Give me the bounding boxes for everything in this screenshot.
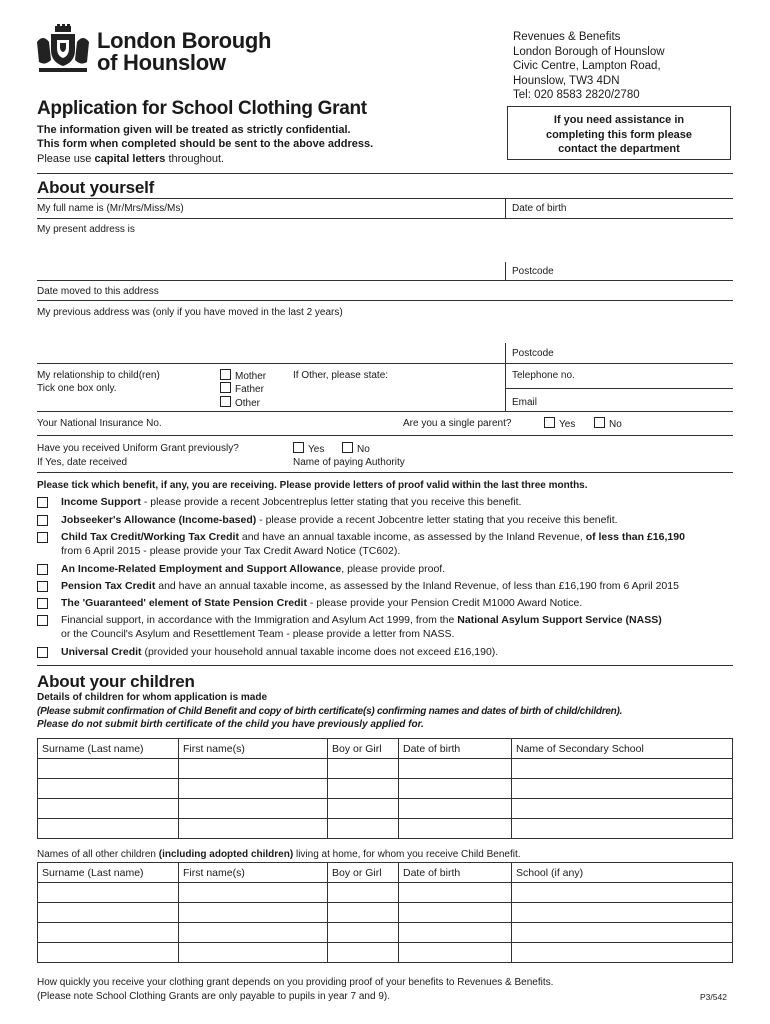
- org-name-line2: of Hounslow: [97, 50, 226, 75]
- yes-label: Yes: [308, 444, 325, 455]
- checkbox[interactable]: [37, 581, 48, 592]
- coat-of-arms-logo: [35, 24, 91, 74]
- table-row[interactable]: [38, 923, 733, 943]
- divider: [505, 198, 506, 218]
- postcode-field[interactable]: Postcode: [512, 348, 554, 359]
- other-children-post: living at home, for whom you receive Child Benefit.: [293, 849, 521, 860]
- uniform-grant-yes[interactable]: [293, 442, 324, 456]
- address-line: Tel: 020 8583 2820/2780: [513, 89, 640, 102]
- children-warning: Please do not submit birth certificate of the child you have previously applied for.: [37, 719, 424, 730]
- postcode-field[interactable]: Postcode: [512, 266, 554, 277]
- benefit-name: An Income-Related Employment and Support Allowance: [61, 563, 342, 575]
- divider: [37, 665, 733, 666]
- checkbox[interactable]: [37, 497, 48, 508]
- checkbox[interactable]: [220, 382, 231, 393]
- intro-capitals-bold: capital letters: [94, 153, 166, 165]
- column-header: Surname (Last name): [38, 739, 179, 759]
- checkbox[interactable]: [37, 515, 48, 526]
- other-children-pre: Names of all other children: [37, 849, 159, 860]
- table-row[interactable]: [38, 799, 733, 819]
- divider: [505, 363, 506, 411]
- benefit-pension-credit[interactable]: [37, 596, 737, 610]
- checkbox[interactable]: [293, 442, 304, 453]
- children-table: [37, 738, 733, 839]
- table-row[interactable]: [38, 883, 733, 903]
- checkbox[interactable]: [37, 564, 48, 575]
- column-header: School (if any): [512, 863, 733, 883]
- benefit-note: Financial support, in accordance with the Immigration and Asylum Act 1999, from the: [61, 614, 458, 626]
- assistance-line: contact the department: [558, 143, 680, 155]
- divider: [37, 411, 733, 412]
- address-line: Revenues & Benefits: [513, 31, 621, 43]
- benefit-tax-credit[interactable]: [37, 530, 737, 558]
- relationship-other[interactable]: [220, 396, 260, 410]
- date-of-birth-field[interactable]: Date of birth: [512, 203, 567, 214]
- intro-capitals-pre: Please use: [37, 153, 95, 165]
- divider: [505, 388, 733, 389]
- section-heading-about-yourself: About yourself: [37, 178, 155, 197]
- benefit-note: - please provide your Pension Credit M1000 Award Notice.: [306, 597, 583, 609]
- relationship-mother[interactable]: [220, 369, 266, 383]
- benefit-jobseekers[interactable]: [37, 513, 737, 527]
- table-row[interactable]: [38, 759, 733, 779]
- single-parent-yes[interactable]: [544, 417, 575, 431]
- benefits-intro: Please tick which benefit, if any, you are receiving. Please provide letters of proof valid within the last three months.: [37, 480, 588, 491]
- relationship-father[interactable]: [220, 382, 264, 396]
- assistance-box: [507, 106, 731, 160]
- relationship-label: Other: [235, 398, 261, 409]
- divider: [37, 435, 733, 436]
- benefit-pension-tax-credit[interactable]: [37, 579, 737, 593]
- checkbox[interactable]: [37, 647, 48, 658]
- address-line: Hounslow, TW3 4DN: [513, 74, 620, 87]
- benefit-note: and have an annual taxable income, as assessed by the Inland Revenue, of less than £16,190 from 6 April 2015: [155, 580, 679, 592]
- column-header: Surname (Last name): [38, 863, 179, 883]
- footer-eligibility-note: (Please note School Clothing Grants are only payable to pupils in year 7 and 9).: [37, 991, 390, 1002]
- benefit-name: Income Support: [61, 496, 141, 508]
- children-subheading: Details of children for whom application is made: [37, 692, 268, 703]
- benefit-name: Child Tax Credit/Working Tax Credit: [61, 531, 239, 543]
- divider: [37, 198, 733, 199]
- relationship-label: My relationship to child(ren): [37, 370, 160, 381]
- divider: [505, 343, 506, 363]
- column-header: Date of birth: [399, 863, 512, 883]
- divider: [37, 472, 733, 473]
- column-header: Date of birth: [399, 739, 512, 759]
- column-header: Boy or Girl: [328, 863, 399, 883]
- if-other-field[interactable]: If Other, please state:: [293, 370, 389, 381]
- single-parent-no[interactable]: [594, 417, 622, 431]
- intro-capitals-post: throughout.: [165, 153, 225, 165]
- single-parent-question: Are you a single parent?: [403, 418, 512, 429]
- tick-one-note: Tick one box only.: [37, 383, 117, 394]
- column-header: First name(s): [179, 739, 328, 759]
- no-label: No: [609, 419, 622, 430]
- relationship-label: Father: [235, 384, 264, 395]
- email-field[interactable]: Email: [512, 397, 538, 408]
- assistance-line: completing this form please: [545, 128, 693, 141]
- checkbox[interactable]: [342, 442, 353, 453]
- benefit-name: Pension Tax Credit: [61, 580, 156, 592]
- full-name-field[interactable]: My full name is (Mr/Mrs/Miss/Ms): [37, 203, 184, 214]
- table-header-row: [38, 739, 733, 759]
- divider: [37, 173, 733, 174]
- column-header: Boy or Girl: [328, 739, 399, 759]
- checkbox[interactable]: [544, 417, 555, 428]
- paying-authority-field[interactable]: Name of paying Authority: [293, 457, 405, 468]
- benefit-note: (provided your household annual taxable income does not exceed £16,190).: [141, 646, 499, 658]
- uniform-grant-question: Have you received Uniform Grant previously?: [37, 443, 239, 454]
- benefit-universal-credit[interactable]: [37, 645, 737, 659]
- intro-send-address: This form when completed should be sent to the above address.: [37, 138, 374, 150]
- benefit-name: National Asylum Support Service (NASS): [457, 614, 662, 626]
- present-address-field[interactable]: My present address is: [37, 224, 135, 235]
- address-line: Civic Centre, Lampton Road,: [513, 60, 661, 73]
- checkbox[interactable]: [220, 396, 231, 407]
- other-children-table: [37, 862, 733, 963]
- checkbox[interactable]: [37, 532, 48, 543]
- column-header: Name of Secondary School: [512, 739, 733, 759]
- children-note: (Please submit confirmation of Child Benefit and copy of birth certificate(s) confirming names and dates of birth of child/children).: [37, 706, 623, 717]
- benefit-name: Universal Credit: [61, 646, 142, 658]
- divider: [37, 300, 733, 301]
- other-children-label: [37, 848, 521, 861]
- address-line: London Borough of Hounslow: [513, 45, 665, 58]
- footer-proof-note: How quickly you receive your clothing grant depends on you providing proof of your benefits to Revenues & Benefits.: [37, 977, 554, 988]
- date-moved-field[interactable]: Date moved to this address: [37, 286, 159, 297]
- checkbox[interactable]: [37, 615, 48, 626]
- benefit-note-line2: or the Council's Asylum and Resettlement Team - please provide a letter from NASS.: [61, 628, 455, 640]
- org-name-line1: London Borough: [97, 28, 272, 53]
- yes-label: Yes: [559, 419, 576, 430]
- divider: [37, 218, 733, 219]
- table-row[interactable]: [38, 903, 733, 923]
- date-received-field[interactable]: If Yes, date received: [37, 457, 128, 468]
- department-address: [513, 30, 665, 103]
- benefit-note-line2: from 6 April 2015 - please provide your Tax Credit Award Notice (TC602).: [61, 545, 401, 557]
- form-title: Application for School Clothing Grant: [37, 98, 367, 119]
- form-code: P3/542: [700, 992, 727, 1002]
- checkbox[interactable]: [594, 417, 605, 428]
- divider: [37, 363, 733, 364]
- intro-confidential: The information given will be treated as strictly confidential.: [37, 124, 351, 136]
- relationship-label: Mother: [235, 371, 267, 382]
- benefit-note: , please provide proof.: [341, 563, 446, 575]
- checkbox[interactable]: [220, 369, 231, 380]
- divider: [505, 262, 506, 280]
- benefit-nass[interactable]: [37, 613, 737, 641]
- benefit-esa[interactable]: [37, 562, 737, 576]
- column-header: First name(s): [179, 863, 328, 883]
- assistance-line: If you need assistance in: [553, 114, 685, 126]
- ni-number-field[interactable]: Your National Insurance No.: [37, 418, 162, 429]
- benefit-threshold: of less than £16,190: [585, 531, 685, 543]
- table-row[interactable]: [38, 819, 733, 839]
- benefit-note: - please provide a recent Jobcentreplus letter stating that you receive this benefit.: [140, 496, 522, 508]
- benefit-name: Jobseeker's Allowance (Income-based): [61, 514, 257, 526]
- benefit-name: The 'Guaranteed' element of State Pension Credit: [61, 597, 307, 609]
- no-label: No: [357, 444, 370, 455]
- table-header-row: [38, 863, 733, 883]
- uniform-grant-no[interactable]: [342, 442, 370, 456]
- benefit-note: and have an annual taxable income, as assessed by the Inland Revenue,: [238, 531, 586, 543]
- section-heading-about-children: About your children: [37, 672, 195, 691]
- table-row[interactable]: [38, 779, 733, 799]
- intro-capitals: [37, 153, 224, 166]
- other-children-bold: (including adopted children): [158, 849, 294, 860]
- benefit-income-support[interactable]: [37, 495, 737, 509]
- telephone-field[interactable]: Telephone no.: [512, 370, 575, 381]
- divider: [37, 280, 733, 281]
- checkbox[interactable]: [37, 598, 48, 609]
- table-row[interactable]: [38, 943, 733, 963]
- previous-address-field[interactable]: My previous address was (only if you have moved in the last 2 years): [37, 307, 343, 318]
- benefit-note: - please provide a recent Jobcentre letter stating that you receive this benefit.: [256, 514, 618, 526]
